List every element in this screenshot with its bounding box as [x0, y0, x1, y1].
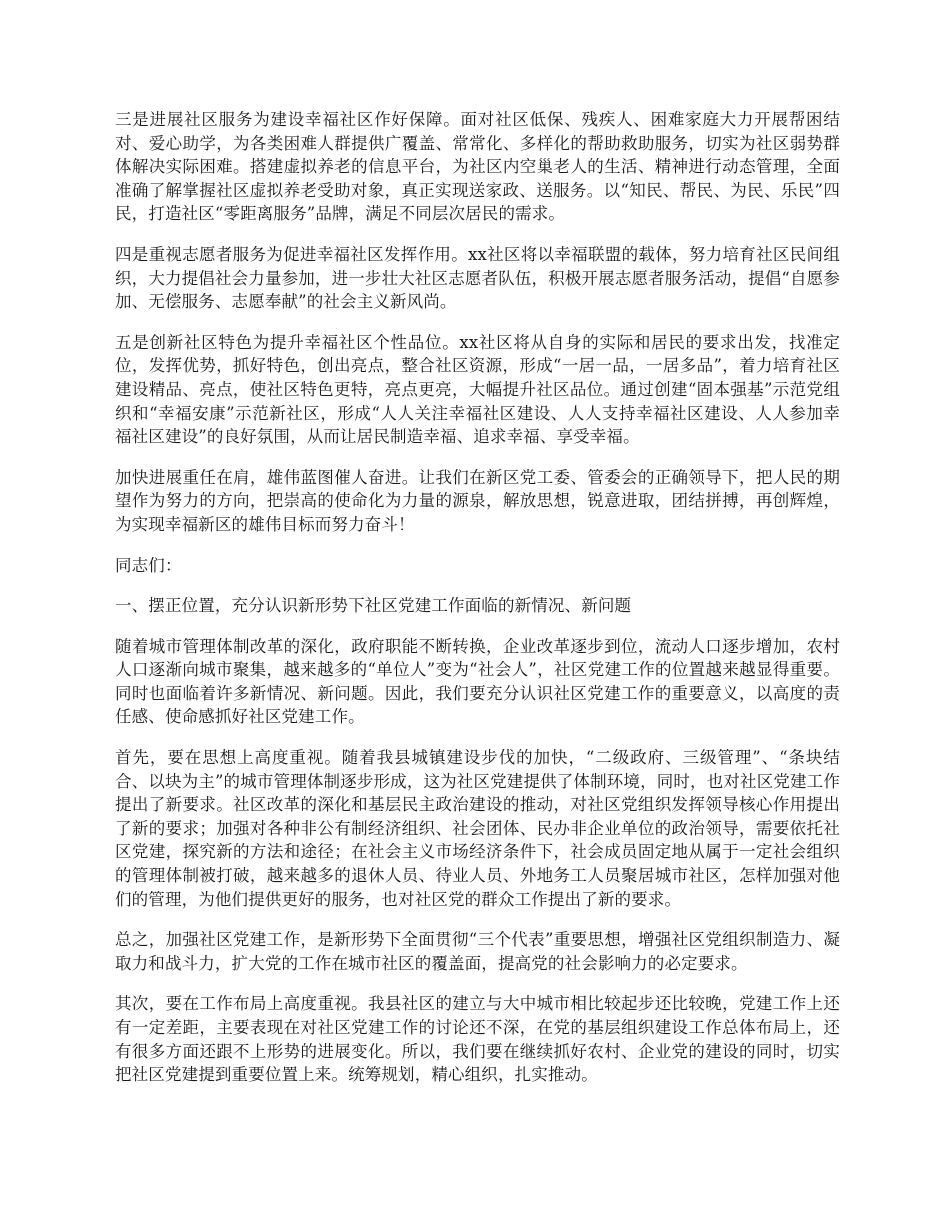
paragraph-feature: 五是创新社区特色为提升幸福社区个性品位。xx社区将从自身的实际和居民的要求出发，找准定位，发挥优势，抓好特色，创出亮点，整合社区资源，形成“一居一品，一居多品”，着力培育社区建设精品、亮点，使社区特色更特，亮点更亮，大幅提升社区品位。通过创建“固本强基”示范党组织和“幸福安康”示范新社区，形成“人人关注幸福社区建设、人人支持幸福社区建设、人人参加幸福社区建设”的良好氛围，从而让居民制造幸福、追求幸福、享受幸福。: [115, 332, 840, 447]
paragraph-summary: 总之，加强社区党建工作，是新形势下全面贯彻“三个代表”重要思想，增强社区党组织制造力、凝取力和战斗力，扩大党的工作在城市社区的覆盖面，提高党的社会影响力的必定要求。: [115, 930, 840, 973]
paragraph-volunteer: 四是重视志愿者服务为促进幸福社区发挥作用。xx社区将以幸福联盟的载体，努力培育社区民间组织，大力提倡社会力量参加，进一步壮大社区志愿者队伍，积极开展志愿者服务活动，提倡“自愿参加、无偿服务、志愿奉献”的社会主义新风尚。: [115, 244, 840, 312]
paragraph-background: 随着城市管理体制改革的深化，政府职能不断转换，企业改革逐步到位，流动人口逐步增加，农村人口逐渐向城市聚集，越来越多的“单位人”变为“社会人”，社区党建工作的位置越来越显得重要。同时也面临着许多新情况、新问题。因此，我们要充分认识社区党建工作的重要意义，以高度的责任感、使命感抓好社区党建工作。: [115, 636, 840, 727]
paragraph-closing: 加快进展重任在肩，雄伟蓝图催人奋进。让我们在新区党工委、管委会的正确领导下，把人民的期望作为努力的方向，把崇高的使命化为力量的源泉，解放思想，锐意进取，团结拼搏，再创辉煌，为实现幸福新区的雄伟目标而努力奋斗！: [115, 467, 840, 534]
section-heading: 一、摆正位置，充分认识新形势下社区党建工作面临的新情况、新问题: [115, 596, 632, 616]
paragraph-first: 首先，要在思想上高度重视。随着我县城镇建设步伐的加快，“二级政府、三级管理”、“条块结合、以块为主”的城市管理体制逐步形成，这为社区党建提供了体制环境，同时，也对社区党建工作提出了新要求。社区改革的深化和基层民主政治建设的推动，对社区党组织发挥领导核心作用提出了新的要求；加强对各种非公有制经济组织、社会团体、民办非企业单位的政治领导，需要依托社区党建，探究新的方法和途径；在社会主义市场经济条件下，社会成员固定地从属于一定社会组织的管理体制被打破，越来越多的退休人员、待业人员、外地务工人员聚居城市社区，怎样加强对他们的管理，为他们提供更好的服务，也对社区党的群众工作提出了新的要求。: [115, 748, 840, 909]
salutation: 同志们：: [115, 555, 182, 575]
paragraph-service: 三是进展社区服务为建设幸福社区作好保障。面对社区低保、残疾人、困难家庭大力开展帮困结对、爱心助学，为各类困难人群提供广覆盖、常常化、多样化的帮助救助服务，切实为社区弱势群体解决实际困难。搭建虚拟养老的信息平台，为社区内空巢老人的生活、精神进行动态管理，全面准确了解掌握社区虚拟养老受助对象，真正实现送家政、送服务。以“知民、帮民、为民、乐民”四民，打造社区“零距离服务”品牌，满足不同层次居民的需求。: [115, 110, 840, 224]
document-body: [115, 108, 840, 1104]
paragraph-second: 其次，要在工作布局上高度重视。我县社区的建立与大中城市相比较起步还比较晚，党建工作上还有一定差距，主要表现在对社区党建工作的讨论还不深，在党的基层组织建设工作总体布局上，还有很多方面还跟不上形势的进展变化。所以，我们要在继续抓好农村、企业党的建设的同时，切实把社区党建提到重要位置上来。统筹规划，精心组织，扎实推动。: [115, 994, 840, 1085]
